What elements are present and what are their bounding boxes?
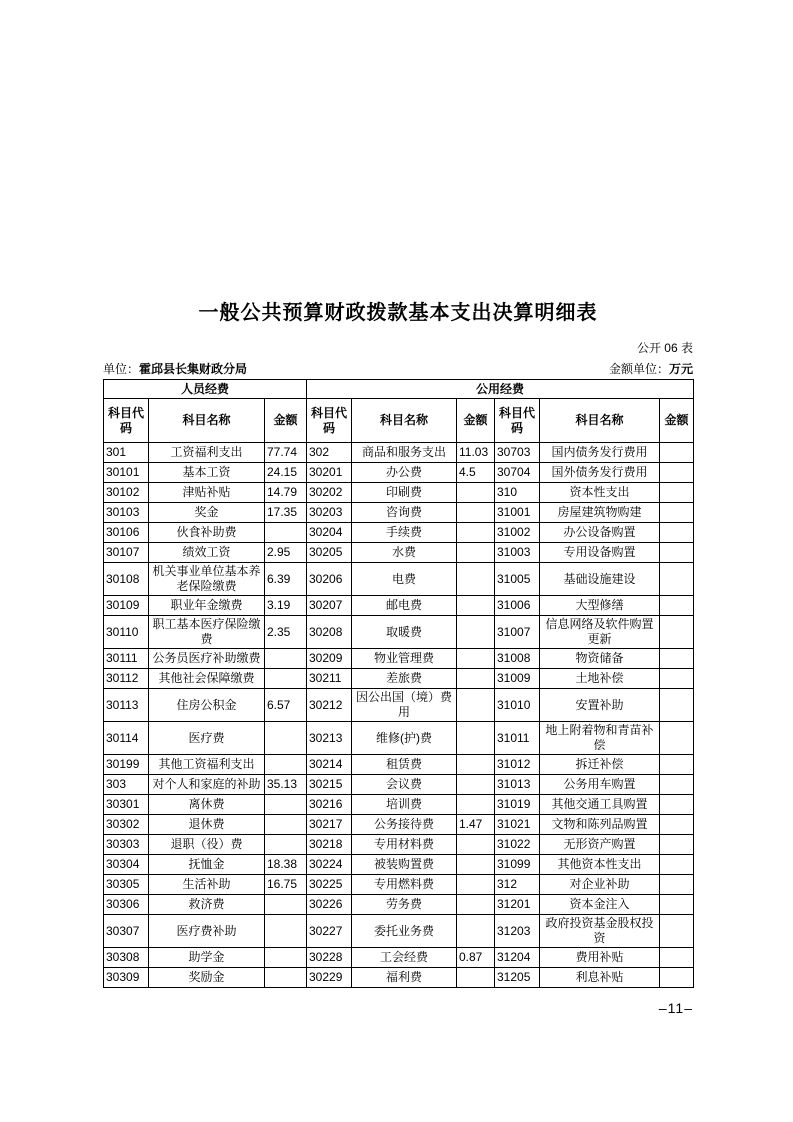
code-cell: 31007: [495, 616, 540, 649]
code-cell: 30109: [104, 596, 149, 616]
code-cell: 30202: [307, 483, 352, 503]
code-cell: 31005: [495, 563, 540, 596]
amount-cell: 0.87: [457, 948, 495, 968]
code-cell: 30107: [104, 543, 149, 563]
table-row: [104, 523, 694, 543]
code-cell: 31019: [495, 795, 540, 815]
amount-cell: 2.95: [265, 543, 307, 563]
amount-cell: [265, 669, 307, 689]
name-cell: 医疗费: [149, 722, 265, 755]
name-cell: 退职（役）费: [149, 835, 265, 855]
code-cell: 30208: [307, 616, 352, 649]
name-cell: 退休费: [149, 815, 265, 835]
code-cell: 30207: [307, 596, 352, 616]
name-cell: 房屋建筑物购建: [540, 503, 660, 523]
code-cell: 31201: [495, 895, 540, 915]
code-cell: 30111: [104, 649, 149, 669]
amount-cell: [457, 915, 495, 948]
code-cell: 31099: [495, 855, 540, 875]
name-cell: 政府投资基金股权投资: [540, 915, 660, 948]
amount-cell: [457, 855, 495, 875]
code-cell: 30224: [307, 855, 352, 875]
code-cell: 30226: [307, 895, 352, 915]
name-cell: 取暖费: [352, 616, 457, 649]
code-cell: 30228: [307, 948, 352, 968]
name-cell: 其他资本性支出: [540, 855, 660, 875]
name-cell: 抚恤金: [149, 855, 265, 875]
name-cell: 邮电费: [352, 596, 457, 616]
table-row: [104, 689, 694, 722]
code-cell: 30201: [307, 463, 352, 483]
name-cell: 助学金: [149, 948, 265, 968]
table-body: [104, 443, 694, 988]
amount-cell: [660, 795, 694, 815]
code-cell: 303: [104, 775, 149, 795]
amount-cell: 18.38: [265, 855, 307, 875]
amount-cell: [265, 895, 307, 915]
amount-cell: 4.5: [457, 463, 495, 483]
code-cell: 30704: [495, 463, 540, 483]
amount-cell: 35.13: [265, 775, 307, 795]
name-cell: 被装购置费: [352, 855, 457, 875]
amount-cell: [265, 968, 307, 988]
code-cell: 312: [495, 875, 540, 895]
amount-cell: [265, 948, 307, 968]
name-cell: 信息网络及软件购置更新: [540, 616, 660, 649]
amount-cell: 11.03: [457, 443, 495, 463]
code-cell: 30205: [307, 543, 352, 563]
amount-cell: [265, 649, 307, 669]
code-cell: 30229: [307, 968, 352, 988]
code-cell: 30305: [104, 875, 149, 895]
column-header-name: 科目名称: [352, 399, 457, 443]
page-number: –11–: [658, 1000, 693, 1016]
table-row: [104, 895, 694, 915]
group-header-public: 公用经费: [307, 380, 694, 399]
code-cell: 31011: [495, 722, 540, 755]
name-cell: 奖励金: [149, 968, 265, 988]
code-cell: 30217: [307, 815, 352, 835]
name-cell: 专用设备购置: [540, 543, 660, 563]
amount-cell: 77.74: [265, 443, 307, 463]
column-header-amount: 金额: [457, 399, 495, 443]
code-cell: 30303: [104, 835, 149, 855]
name-cell: 国外债务发行费用: [540, 463, 660, 483]
table-row: [104, 443, 694, 463]
code-cell: 31013: [495, 775, 540, 795]
name-cell: 生活补助: [149, 875, 265, 895]
table-row: [104, 596, 694, 616]
name-cell: 手续费: [352, 523, 457, 543]
amount-cell: [660, 948, 694, 968]
amount-unit-prefix: 金额单位：: [608, 362, 669, 376]
code-cell: 30204: [307, 523, 352, 543]
code-cell: 30215: [307, 775, 352, 795]
code-cell: 30308: [104, 948, 149, 968]
name-cell: 公务员医疗补助缴费: [149, 649, 265, 669]
code-cell: 310: [495, 483, 540, 503]
amount-cell: [660, 968, 694, 988]
code-cell: 31001: [495, 503, 540, 523]
amount-cell: [660, 815, 694, 835]
code-cell: 30703: [495, 443, 540, 463]
meta-row: [103, 360, 693, 377]
name-cell: 工资福利支出: [149, 443, 265, 463]
code-cell: 30211: [307, 669, 352, 689]
amount-cell: [660, 835, 694, 855]
amount-cell: [660, 755, 694, 775]
amount-cell: [457, 775, 495, 795]
amount-cell: [457, 689, 495, 722]
name-cell: 公务用车购置: [540, 775, 660, 795]
table-row: [104, 968, 694, 988]
name-cell: 办公设备购置: [540, 523, 660, 543]
name-cell: 津贴补贴: [149, 483, 265, 503]
name-cell: 基础设施建设: [540, 563, 660, 596]
document-content: [103, 296, 693, 1016]
table-row: [104, 669, 694, 689]
amount-cell: [660, 616, 694, 649]
amount-cell: [457, 503, 495, 523]
name-cell: 物业管理费: [352, 649, 457, 669]
table-row: [104, 722, 694, 755]
name-cell: 因公出国（境）费用: [352, 689, 457, 722]
amount-cell: 6.57: [265, 689, 307, 722]
amount-cell: [265, 915, 307, 948]
code-cell: 30203: [307, 503, 352, 523]
code-cell: 30216: [307, 795, 352, 815]
amount-cell: [265, 523, 307, 543]
code-cell: 31012: [495, 755, 540, 775]
code-cell: 31008: [495, 649, 540, 669]
amount-cell: [660, 523, 694, 543]
column-header-amount: 金额: [660, 399, 694, 443]
name-cell: 其他交通工具购置: [540, 795, 660, 815]
table-row: [104, 503, 694, 523]
amount-cell: [457, 563, 495, 596]
amount-cell: [457, 795, 495, 815]
table-row: [104, 563, 694, 596]
name-cell: 基本工资: [149, 463, 265, 483]
code-cell: 30106: [104, 523, 149, 543]
name-cell: 拆迁补偿: [540, 755, 660, 775]
amount-cell: 16.75: [265, 875, 307, 895]
amount-cell: 3.19: [265, 596, 307, 616]
code-cell: 30112: [104, 669, 149, 689]
name-cell: 无形资产购置: [540, 835, 660, 855]
name-cell: 机关事业单位基本养老保险缴费: [149, 563, 265, 596]
code-cell: 30302: [104, 815, 149, 835]
code-cell: 31204: [495, 948, 540, 968]
name-cell: 地上附着物和青苗补偿: [540, 722, 660, 755]
code-cell: 31022: [495, 835, 540, 855]
column-header-name: 科目名称: [540, 399, 660, 443]
name-cell: 伙食补助费: [149, 523, 265, 543]
name-cell: 咨询费: [352, 503, 457, 523]
name-cell: 职工基本医疗保险缴费: [149, 616, 265, 649]
name-cell: 租赁费: [352, 755, 457, 775]
amount-cell: 6.39: [265, 563, 307, 596]
name-cell: 安置补助: [540, 689, 660, 722]
table-row: [104, 875, 694, 895]
amount-cell: [457, 968, 495, 988]
amount-cell: [457, 669, 495, 689]
table-row: [104, 463, 694, 483]
amount-cell: [457, 722, 495, 755]
amount-cell: [265, 722, 307, 755]
name-cell: 文物和陈列品购置: [540, 815, 660, 835]
amount-cell: [660, 483, 694, 503]
amount-cell: [457, 543, 495, 563]
name-cell: 利息补贴: [540, 968, 660, 988]
name-cell: 住房公积金: [149, 689, 265, 722]
name-cell: 印刷费: [352, 483, 457, 503]
column-header-code: 科目代码: [104, 399, 149, 443]
amount-cell: 24.15: [265, 463, 307, 483]
column-header-row: [104, 399, 694, 443]
table-row: [104, 915, 694, 948]
code-cell: 30199: [104, 755, 149, 775]
name-cell: 医疗费补助: [149, 915, 265, 948]
code-cell: 30214: [307, 755, 352, 775]
code-cell: 30304: [104, 855, 149, 875]
amount-cell: [660, 669, 694, 689]
amount-cell: [660, 895, 694, 915]
code-cell: 30227: [307, 915, 352, 948]
amount-cell: [265, 815, 307, 835]
name-cell: 费用补贴: [540, 948, 660, 968]
code-cell: 30110: [104, 616, 149, 649]
code-cell: 30301: [104, 795, 149, 815]
amount-cell: [457, 483, 495, 503]
name-cell: 土地补偿: [540, 669, 660, 689]
name-cell: 差旅费: [352, 669, 457, 689]
code-cell: 30218: [307, 835, 352, 855]
code-cell: 30113: [104, 689, 149, 722]
name-cell: 其他社会保障缴费: [149, 669, 265, 689]
name-cell: 培训费: [352, 795, 457, 815]
code-cell: 30309: [104, 968, 149, 988]
amount-cell: [265, 755, 307, 775]
table-row: [104, 835, 694, 855]
name-cell: 专用材料费: [352, 835, 457, 855]
table-row: [104, 855, 694, 875]
amount-cell: [457, 523, 495, 543]
unit-prefix: 单位：: [103, 362, 140, 376]
amount-unit-value: 万元: [668, 362, 693, 376]
code-cell: 30213: [307, 722, 352, 755]
code-cell: 30212: [307, 689, 352, 722]
code-cell: 30206: [307, 563, 352, 596]
amount-cell: [660, 596, 694, 616]
amount-cell: 17.35: [265, 503, 307, 523]
amount-cell: [457, 895, 495, 915]
name-cell: 电费: [352, 563, 457, 596]
name-cell: 职业年金缴费: [149, 596, 265, 616]
amount-cell: [660, 689, 694, 722]
amount-cell: [660, 855, 694, 875]
column-header-code: 科目代码: [495, 399, 540, 443]
amount-cell: [660, 503, 694, 523]
code-cell: 30101: [104, 463, 149, 483]
name-cell: 维修(护)费: [352, 722, 457, 755]
amount-unit-label: [609, 360, 693, 377]
name-cell: 资本金注入: [540, 895, 660, 915]
name-cell: 对企业补助: [540, 875, 660, 895]
name-cell: 委托业务费: [352, 915, 457, 948]
amount-cell: 2.35: [265, 616, 307, 649]
code-cell: 30306: [104, 895, 149, 915]
amount-cell: [265, 795, 307, 815]
code-cell: 31002: [495, 523, 540, 543]
amount-cell: [457, 649, 495, 669]
name-cell: 物资储备: [540, 649, 660, 669]
code-cell: 30307: [104, 915, 149, 948]
code-cell: 31003: [495, 543, 540, 563]
amount-cell: [660, 463, 694, 483]
code-cell: 30114: [104, 722, 149, 755]
amount-cell: [660, 722, 694, 755]
column-header-amount: 金额: [265, 399, 307, 443]
name-cell: 劳务费: [352, 895, 457, 915]
name-cell: 救济费: [149, 895, 265, 915]
name-cell: 绩效工资: [149, 543, 265, 563]
amount-cell: [265, 835, 307, 855]
amount-cell: [457, 875, 495, 895]
name-cell: 会议费: [352, 775, 457, 795]
name-cell: 国内债务发行费用: [540, 443, 660, 463]
name-cell: 大型修缮: [540, 596, 660, 616]
code-cell: 31205: [495, 968, 540, 988]
amount-cell: [660, 915, 694, 948]
name-cell: 工会经费: [352, 948, 457, 968]
code-cell: 301: [104, 443, 149, 463]
table-row: [104, 616, 694, 649]
table-row: [104, 755, 694, 775]
name-cell: 水费: [352, 543, 457, 563]
column-header-name: 科目名称: [149, 399, 265, 443]
code-cell: 31203: [495, 915, 540, 948]
code-cell: 302: [307, 443, 352, 463]
unit-label: [103, 360, 247, 377]
code-cell: 31006: [495, 596, 540, 616]
table-row: [104, 775, 694, 795]
name-cell: 奖金: [149, 503, 265, 523]
group-header-row: [104, 380, 694, 399]
name-cell: 福利费: [352, 968, 457, 988]
amount-cell: [660, 543, 694, 563]
code-cell: 30209: [307, 649, 352, 669]
amount-cell: [457, 835, 495, 855]
amount-cell: [660, 875, 694, 895]
name-cell: 专用燃料费: [352, 875, 457, 895]
name-cell: 对个人和家庭的补助: [149, 775, 265, 795]
amount-cell: [457, 755, 495, 775]
code-cell: 30103: [104, 503, 149, 523]
code-cell: 30225: [307, 875, 352, 895]
code-cell: 31009: [495, 669, 540, 689]
amount-cell: 1.47: [457, 815, 495, 835]
table-row: [104, 795, 694, 815]
unit-value: 霍邱县长集财政分局: [139, 362, 248, 376]
amount-cell: [660, 443, 694, 463]
name-cell: 商品和服务支出: [352, 443, 457, 463]
page-title: 一般公共预算财政拨款基本支出决算明细表: [198, 302, 598, 324]
name-cell: 资本性支出: [540, 483, 660, 503]
table-row: [104, 483, 694, 503]
name-cell: 其他工资福利支出: [149, 755, 265, 775]
name-cell: 办公费: [352, 463, 457, 483]
amount-cell: [660, 649, 694, 669]
code-cell: 30102: [104, 483, 149, 503]
name-cell: 公务接待费: [352, 815, 457, 835]
amount-cell: [660, 775, 694, 795]
amount-cell: [457, 616, 495, 649]
code-cell: 31021: [495, 815, 540, 835]
column-header-code: 科目代码: [307, 399, 352, 443]
code-cell: 31010: [495, 689, 540, 722]
expenditure-table: [103, 379, 694, 988]
table-row: [104, 948, 694, 968]
code-cell: 30108: [104, 563, 149, 596]
table-row: [104, 815, 694, 835]
amount-cell: [457, 596, 495, 616]
amount-cell: [660, 563, 694, 596]
table-row: [104, 649, 694, 669]
name-cell: 离休费: [149, 795, 265, 815]
form-label: 公开 06 表: [636, 341, 693, 355]
amount-cell: 14.79: [265, 483, 307, 503]
table-row: [104, 543, 694, 563]
group-header-personnel: 人员经费: [104, 380, 307, 399]
